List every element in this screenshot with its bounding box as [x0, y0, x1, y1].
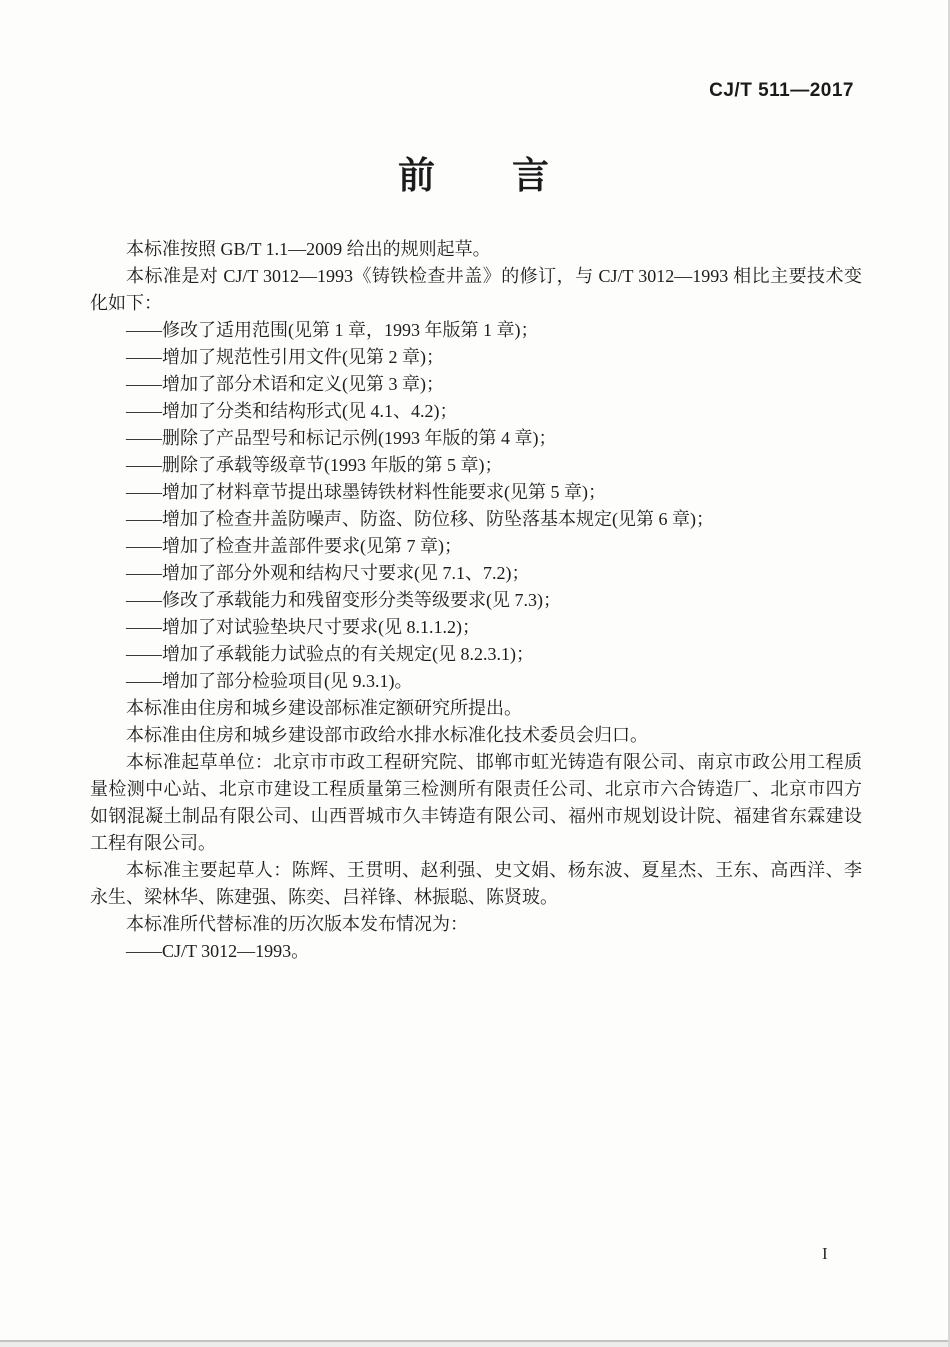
paragraph-proposed-by: 本标准由住房和城乡建设部标准定额研究所提出。	[126, 698, 522, 718]
change-item: ——增加了对试验垫块尺寸要求(见 8.1.1.2)；	[126, 617, 480, 637]
change-item: ——增加了材料章节提出球墨铸铁材料性能要求(见第 5 章)；	[126, 482, 606, 502]
change-item: ——增加了检查井盖防噪声、防盗、防位移、防坠落基本规定(见第 6 章)；	[126, 509, 714, 529]
change-item: ——增加了部分外观和结构尺寸要求(见 7.1、7.2)；	[126, 563, 530, 583]
change-item: ——增加了承载能力试验点的有关规定(见 8.2.3.1)；	[126, 644, 534, 664]
change-item: ——增加了分类和结构形式(见 4.1、4.2)；	[126, 401, 458, 421]
paragraph-drafting-rule: 本标准按照 GB/T 1.1—2009 给出的规则起草。	[126, 239, 491, 259]
history-item: ——CJ/T 3012—1993。	[126, 941, 310, 961]
change-item: ——增加了部分检验项目(见 9.3.1)。	[126, 671, 413, 691]
scan-edge-shade	[0, 1342, 948, 1347]
foreword-body	[90, 236, 862, 965]
change-item: ——增加了规范性引用文件(见第 2 章)；	[126, 347, 444, 367]
change-item: ——修改了适用范围(见第 1 章，1993 年版第 1 章)；	[126, 320, 539, 340]
change-item: ——修改了承载能力和残留变形分类等级要求(见 7.3)；	[126, 590, 561, 610]
page-title: 前 言	[398, 155, 550, 196]
change-item: ——增加了检查井盖部件要求(见第 7 章)；	[126, 536, 462, 556]
paragraph-drafting-units: 本标准起草单位：北京市市政工程研究院、邯郸市虹光铸造有限公司、南京市政公用工程质量检测中心站、北京市建设工程质量第三检测所有限责任公司、北京市六合铸造厂、北京市四方如钢混凝土制品有限公司、山西晋城市久丰铸造有限公司、福州市规划设计院、福建省东霖建设工程有限公司。	[90, 752, 862, 853]
paragraph-centralized-by: 本标准由住房和城乡建设部市政给水排水标准化技术委员会归口。	[126, 725, 648, 745]
paragraph-drafters: 本标准主要起草人：陈辉、王贯明、赵利强、史文娟、杨东波、夏星杰、王东、高西洋、李永生、梁林华、陈建强、陈奕、吕祥锋、林振聪、陈贤玻。	[90, 860, 862, 907]
paragraph-revision-intro: 本标准是对 CJ/T 3012—1993《铸铁检查井盖》的修订，与 CJ/T 3012—1993 相比主要技术变化如下：	[90, 266, 862, 313]
page-number: I	[822, 1244, 828, 1263]
paragraph-history-intro: 本标准所代替标准的历次版本发布情况为：	[126, 914, 468, 934]
change-item: ——增加了部分术语和定义(见第 3 章)；	[126, 374, 444, 394]
change-item: ——删除了承载等级章节(1993 年版的第 5 章)；	[126, 455, 503, 475]
standard-number-header: CJ/T 511—2017	[709, 80, 854, 101]
change-item: ——删除了产品型号和标记示例(1993 年版的第 4 章)；	[126, 428, 557, 448]
